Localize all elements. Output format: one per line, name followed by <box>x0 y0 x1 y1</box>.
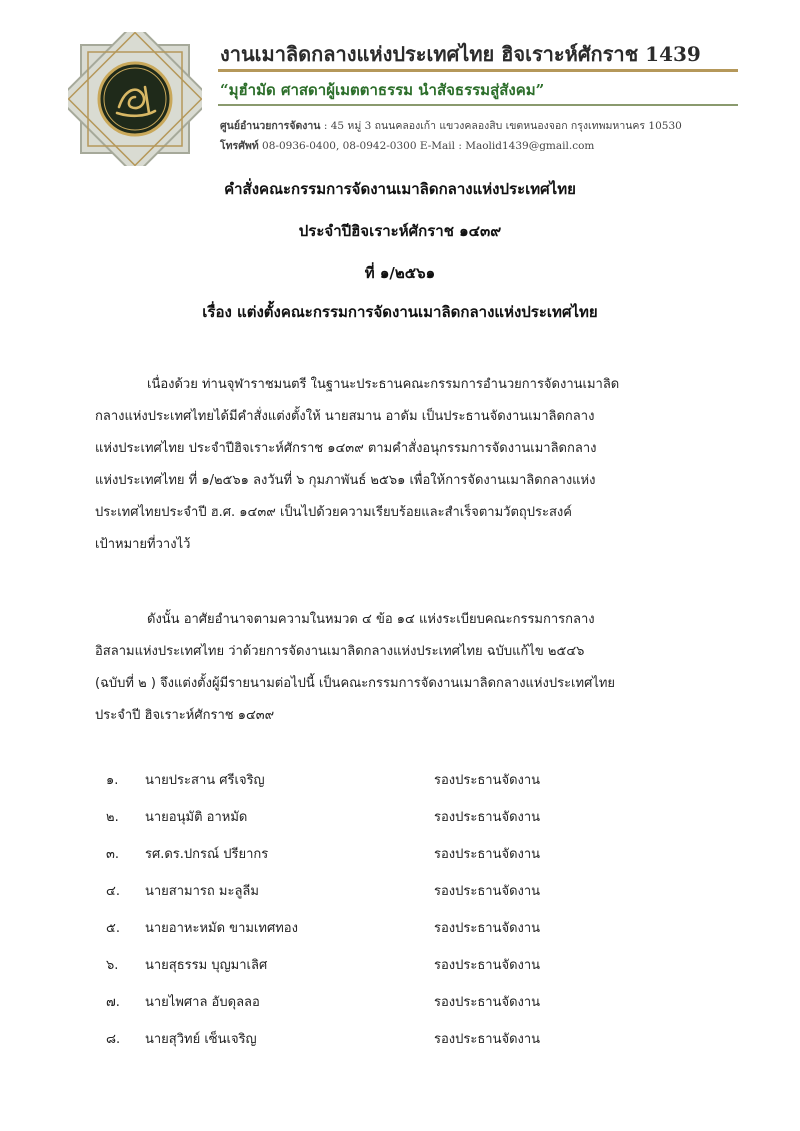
member-role: รองประธานจัดงาน <box>434 921 541 936</box>
member-name: นายประสาน ศรีเจริญ <box>145 773 265 788</box>
paragraph-1-line: กลางแห่งประเทศไทยได้มีคำสั่งแต่งตั้งให้ นายสมาน อาดัม เป็นประธานจัดงานเมาลิดกลาง <box>95 409 595 424</box>
member-name: นายสุธรรม บุญมาเลิศ <box>145 958 268 973</box>
paragraph-1-line: ประเทศไทยประจำปี ฮ.ศ. ๑๔๓๙ เป็นไปด้วยความเรียบร้อยและสำเร็จตามวัตถุประสงค์ <box>95 505 572 520</box>
member-role: รองประธานจัดงาน <box>434 995 541 1010</box>
list-item <box>100 990 620 1027</box>
list-item <box>100 768 620 805</box>
member-role: รองประธานจัดงาน <box>434 847 541 862</box>
paragraph-2-line: ดังนั้น อาศัยอำนาจตามความในหมวด ๔ ข้อ ๑๔ แห่งระเบียบคณะกรรมการกลาง <box>147 612 595 627</box>
letterhead-slogan: “มุฮำมัด ศาสดาผู้เมตตาธรรม นำสัจธรรมสู่สังคม” <box>220 81 545 99</box>
letterhead-divider <box>218 69 738 72</box>
member-name: นายไพศาล อับดุลลอ <box>145 995 260 1010</box>
address-text: : 45 หมู่ 3 ถนนคลองเก้า แขวงคลองสิบ เขตหนองจอก กรุงเทพมหานคร 10530 <box>320 120 682 132</box>
letterhead-title: งานเมาลิดกลางแห่งประเทศไทย ฮิจเราะห์ศักราช 1439 <box>220 42 701 66</box>
paragraph-2-line: ประจำปี ฮิจเราะห์ศักราช ๑๔๓๙ <box>95 708 275 723</box>
paragraph-1-line: แห่งประเทศไทย ที่ ๑/๒๕๖๑ ลงวันที่ ๖ กุมภาพันธ์ ๒๕๖๑ เพื่อให้การจัดงานเมาลิดกลางแห่ง <box>95 473 596 488</box>
paragraph-1-line: เป้าหมายที่วางไว้ <box>95 537 191 552</box>
member-number: ๘. <box>106 1032 121 1047</box>
member-name: นายสามารถ มะลูลีม <box>145 884 259 899</box>
member-number: ๒. <box>106 810 119 825</box>
list-item <box>100 953 620 990</box>
order-subject: เรื่อง แต่งตั้งคณะกรรมการจัดงานเมาลิดกลางแห่งประเทศไทย <box>202 303 598 321</box>
order-heading-line1: คำสั่งคณะกรรมการจัดงานเมาลิดกลางแห่งประเทศไทย <box>224 180 576 198</box>
paragraph-2 <box>95 604 695 732</box>
letterhead-divider-secondary <box>218 104 738 106</box>
member-number: ๔. <box>106 884 120 899</box>
member-list <box>100 768 620 1064</box>
paragraph-1-line: เนื่องด้วย ท่านจุฬาราชมนตรี ในฐานะประธานคณะกรรมการอำนวยการจัดงานเมาลิด <box>147 377 620 392</box>
letterhead-address <box>220 117 682 134</box>
star-calligraphy-emblem-icon <box>68 32 202 166</box>
member-name: นายสุวิทย์ เซ็นเจริญ <box>145 1032 257 1047</box>
member-role: รองประธานจัดงาน <box>434 810 541 825</box>
member-role: รองประธานจัดงาน <box>434 1032 541 1047</box>
address-label: ศูนย์อำนวยการจัดงาน <box>220 120 321 132</box>
letterhead-contact <box>220 137 594 154</box>
member-number: ๓. <box>106 847 120 862</box>
paragraph-2-line: อิสลามแห่งประเทศไทย ว่าด้วยการจัดงานเมาลิดกลางแห่งประเทศไทย ฉบับแก้ไข ๒๕๔๖ <box>95 644 585 659</box>
member-role: รองประธานจัดงาน <box>434 958 541 973</box>
letterhead-emblem <box>68 32 202 166</box>
list-item <box>100 805 620 842</box>
list-item <box>100 916 620 953</box>
list-item <box>100 842 620 879</box>
member-name: นายอนุมัติ อาหมัด <box>145 810 248 825</box>
order-number: ที่ ๑/๒๕๖๑ <box>364 264 436 282</box>
paragraph-1-line: แห่งประเทศไทย ประจำปีฮิจเราะห์ศักราช ๑๔๓๙ ตามคำสั่งอนุกรรมการจัดงานเมาลิดกลาง <box>95 441 597 456</box>
order-heading-line2: ประจำปีฮิจเราะห์ศักราช ๑๔๓๙ <box>298 222 502 240</box>
member-number: ๑. <box>106 773 119 788</box>
member-name: รศ.ดร.ปกรณ์ ปรียากร <box>145 847 269 862</box>
paragraph-1 <box>95 369 695 561</box>
list-item <box>100 879 620 916</box>
phone-label: โทรศัพท์ <box>220 140 259 152</box>
member-number: ๕. <box>106 921 120 936</box>
member-role: รองประธานจัดงาน <box>434 773 541 788</box>
member-number: ๖. <box>106 958 119 973</box>
paragraph-2-line: (ฉบับที่ ๒ ) จึงแต่งตั้งผู้มีรายนามต่อไปนี้ เป็นคณะกรรมการจัดงานเมาลิดกลางแห่งประเทศไทย <box>95 676 616 691</box>
list-item <box>100 1027 620 1064</box>
member-number: ๗. <box>106 995 120 1010</box>
member-name: นายอาหะหมัด ขามเทศทอง <box>145 921 298 936</box>
member-role: รองประธานจัดงาน <box>434 884 541 899</box>
contact-text: 08-0936-0400, 08-0942-0300 E-Mail : Maolid1439@gmail.com <box>258 140 595 152</box>
